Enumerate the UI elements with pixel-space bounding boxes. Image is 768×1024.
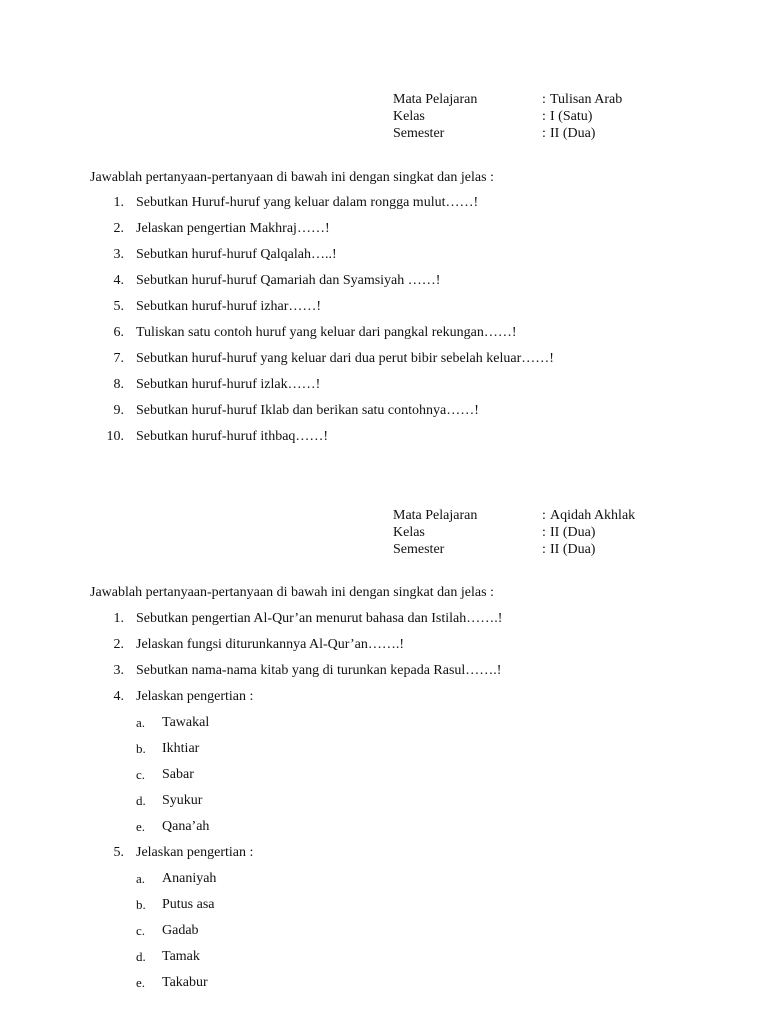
class-row: Kelas : II (Dua): [393, 525, 596, 540]
question-item: 6. Tuliskan satu contoh huruf yang keluar dari pangkal rekungan……!: [113, 325, 517, 340]
question-item: 7. Sebutkan huruf-huruf yang keluar dari dua perut bibir sebelah keluar……!: [113, 351, 554, 366]
question-item: 3. Sebutkan huruf-huruf Qalqalah…..!: [113, 247, 337, 262]
semester-row: Semester : II (Dua): [393, 542, 596, 557]
section-2-instruction: Jawablah pertanyaan-pertanyaan di bawah ini dengan singkat dan jelas :: [90, 585, 494, 600]
section-2-meta: [393, 507, 635, 558]
sub-item: b. Ikhtiar: [136, 741, 200, 756]
sub-item: e. Takabur: [136, 975, 208, 990]
sub-item: e. Qana’ah: [136, 819, 210, 834]
subject-value: Aqidah Akhlak: [550, 508, 636, 523]
subject-value: Tulisan Arab: [550, 92, 623, 107]
subject-row: Mata Pelajaran : Tulisan Arab: [393, 92, 623, 107]
question-item: 1. Sebutkan pengertian Al-Qur’an menurut bahasa dan Istilah…….!: [113, 611, 503, 626]
section-1-instruction: Jawablah pertanyaan-pertanyaan di bawah ini dengan singkat dan jelas :: [90, 170, 494, 185]
question-item: 5. Jelaskan pengertian :: [113, 845, 254, 860]
section-1-questions: [90, 194, 750, 454]
question-item: 3. Sebutkan nama-nama kitab yang di turunkan kepada Rasul…….!: [113, 663, 502, 678]
question-item: 2. Jelaskan fungsi diturunkannya Al-Qur’an…….!: [113, 637, 405, 652]
sub-item: c. Gadab: [136, 923, 199, 938]
question-item: 1. Sebutkan Huruf-huruf yang keluar dalam rongga mulut……!: [113, 195, 479, 210]
section-1-meta: [393, 91, 622, 142]
question-item: 2. Jelaskan pengertian Makhraj……!: [113, 221, 330, 236]
sub-item: d. Syukur: [136, 793, 203, 808]
sub-item: a. Ananiyah: [136, 871, 217, 886]
semester-label: Semester: [393, 542, 445, 557]
semester-row: Semester : II (Dua): [393, 126, 596, 141]
question-item: 4. Jelaskan pengertian :: [113, 689, 254, 704]
class-label: Kelas: [393, 109, 425, 124]
sub-item: b. Putus asa: [136, 897, 215, 912]
subject-row: Mata Pelajaran : Aqidah Akhlak: [393, 508, 636, 523]
sub-item: d. Tamak: [136, 949, 200, 964]
question-item: 10. Sebutkan huruf-huruf ithbaq……!: [106, 429, 329, 444]
class-row: Kelas : I (Satu): [393, 109, 593, 124]
question-item: 8. Sebutkan huruf-huruf izlak……!: [113, 377, 321, 392]
sub-item: c. Sabar: [136, 767, 194, 782]
class-value: I (Satu): [550, 109, 593, 124]
class-label: Kelas: [393, 525, 425, 540]
semester-label: Semester: [393, 126, 445, 141]
semester-value: II (Dua): [550, 542, 596, 557]
semester-value: II (Dua): [550, 126, 596, 141]
section-2-questions: [90, 610, 750, 1000]
subject-label: Mata Pelajaran: [393, 508, 478, 523]
question-item: 4. Sebutkan huruf-huruf Qamariah dan Syamsiyah ……!: [113, 273, 441, 288]
subject-label: Mata Pelajaran: [393, 92, 478, 107]
class-value: II (Dua): [550, 525, 596, 540]
sub-item: a. Tawakal: [136, 715, 210, 730]
question-item: 9. Sebutkan huruf-huruf Iklab dan berikan satu contohnya……!: [113, 403, 479, 418]
question-item: 5. Sebutkan huruf-huruf izhar……!: [113, 299, 322, 314]
